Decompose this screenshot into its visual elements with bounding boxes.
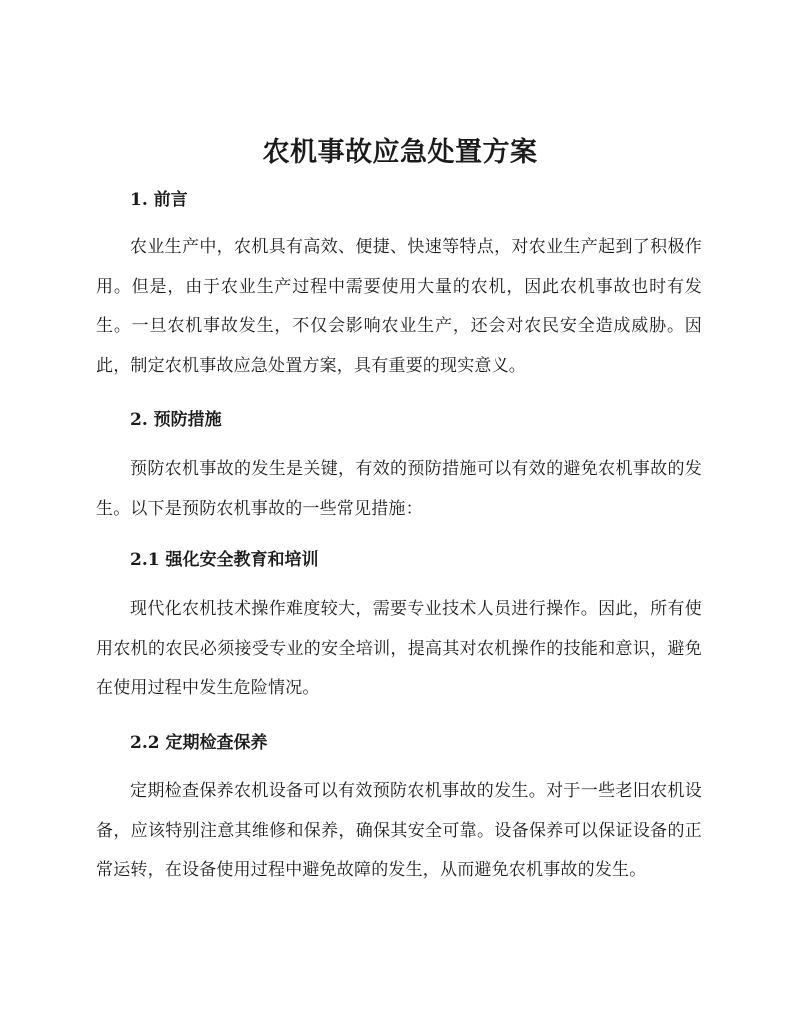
section-paragraph-preface: 农业生产中，农机具有高效、便捷、快速等特点，对农业生产起到了积极作用。但是，由于农业生产过程中需要使用大量的农机，因此农机事故也时有发生。一旦农机事故发生，不仅会影响农业生产，还会对农民安全造成威胁。因此，制定农机事故应急处置方案，具有重要的现实意义。 — [96, 237, 702, 376]
section-paragraph-maintenance: 定期检查保养农机设备可以有效预防农机事故的发生。对于一些老旧农机设备，应该特别注意其维修和保养，确保其安全可靠。设备保养可以保证设备的正常运转，在设备使用过程中避免故障的发生，从而避免农机事故的发生。 — [96, 781, 702, 880]
section-heading-preface: 1. 前言 — [130, 190, 188, 210]
section-heading-training: 2.1 强化安全教育和培训 — [130, 550, 319, 570]
section-paragraph-training: 现代化农机技术操作难度较大，需要专业技术人员进行操作。因此，所有使用农机的农民必须接受专业的安全培训，提高其对农机操作的技能和意识，避免在使用过程中发生危险情况。 — [96, 599, 702, 698]
section-paragraph-prevention: 预防农机事故的发生是关键，有效的预防措施可以有效的避免农机事故的发生。以下是预防农机事故的一些常见措施： — [96, 459, 702, 519]
section-heading-prevention: 2. 预防措施 — [130, 410, 222, 430]
section-heading-maintenance: 2.2 定期检查保养 — [130, 733, 268, 753]
document-title: 农机事故应急处置方案 — [262, 137, 538, 168]
